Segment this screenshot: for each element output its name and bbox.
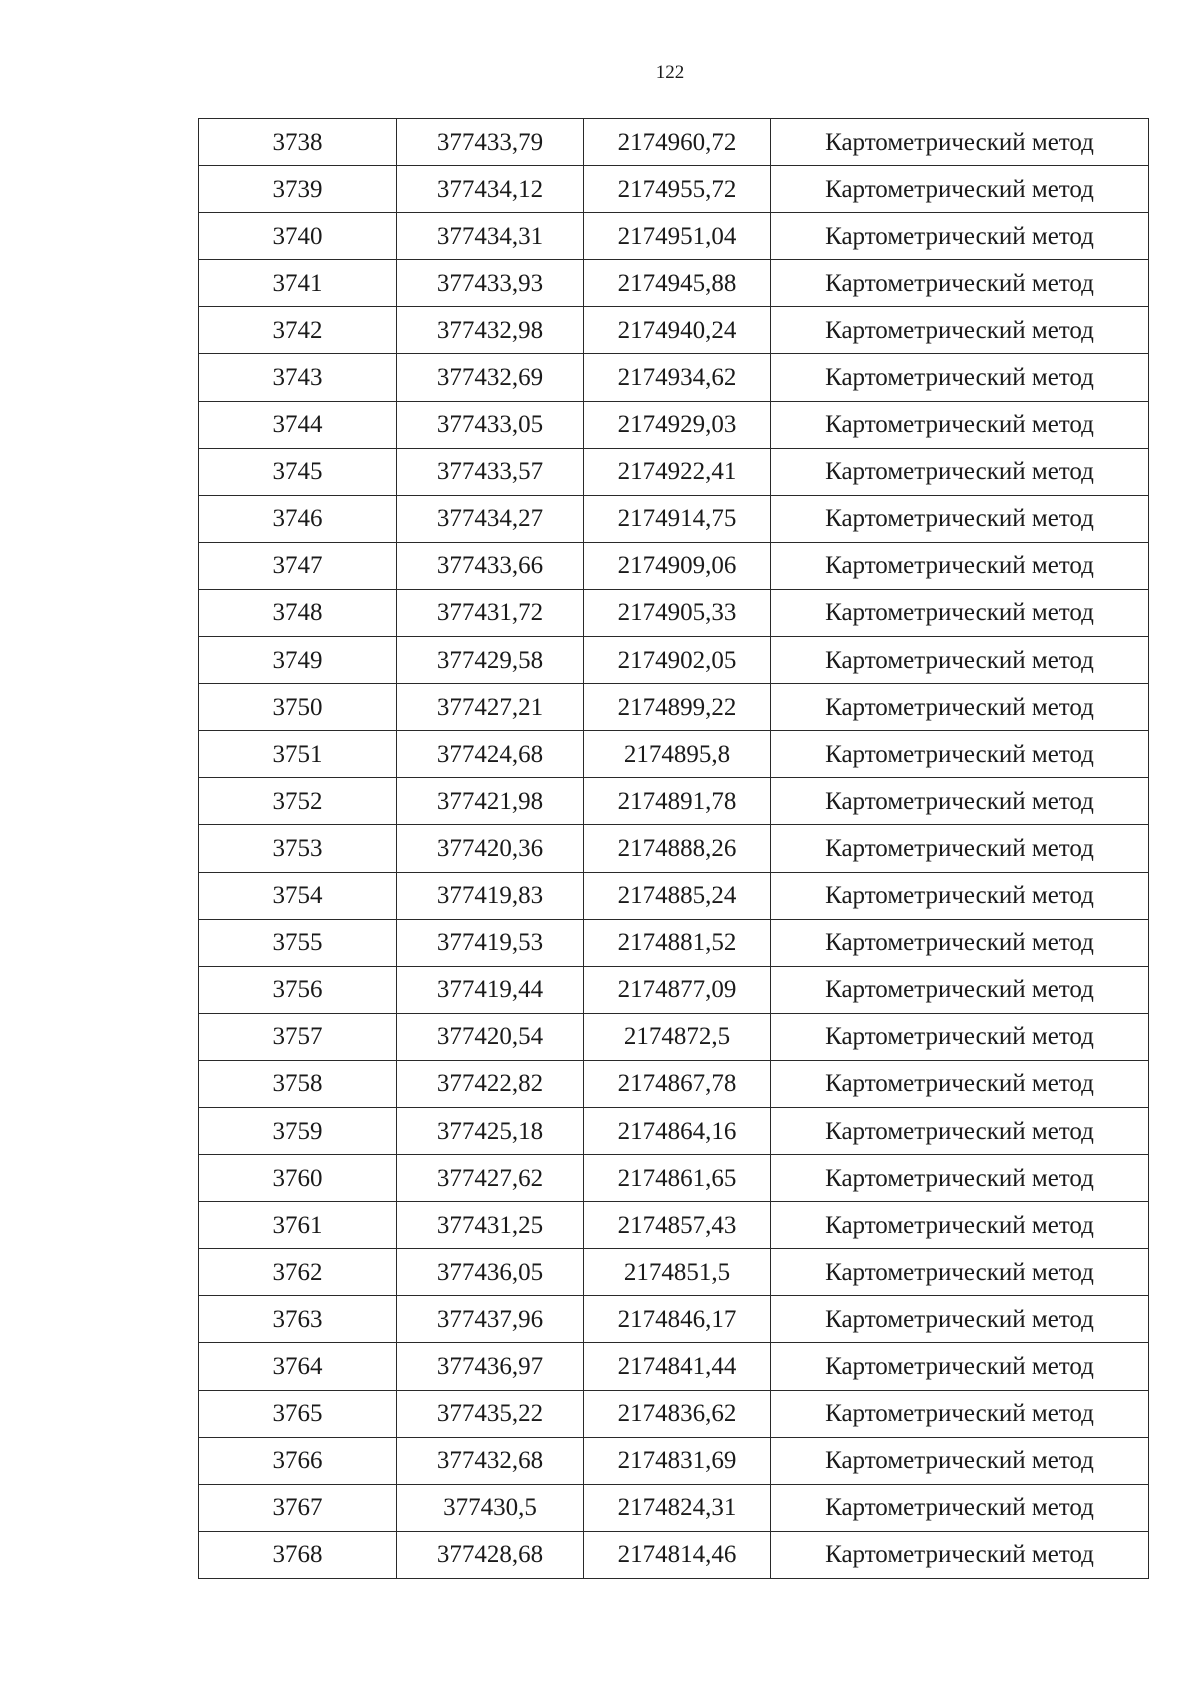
method-cell: Картометрический метод xyxy=(771,637,1149,684)
method-cell: Картометрический метод xyxy=(771,589,1149,636)
table-row xyxy=(199,448,1149,495)
method-cell: Картометрический метод xyxy=(771,213,1149,260)
table-row xyxy=(199,166,1149,213)
x-coordinate-cell: 377420,36 xyxy=(397,825,584,872)
y-coordinate-cell: 2174867,78 xyxy=(584,1060,771,1107)
point-number-cell: 3744 xyxy=(199,401,397,448)
x-coordinate-cell: 377436,97 xyxy=(397,1343,584,1390)
table-row xyxy=(199,872,1149,919)
table-row xyxy=(199,1390,1149,1437)
x-coordinate-cell: 377419,53 xyxy=(397,919,584,966)
y-coordinate-cell: 2174891,78 xyxy=(584,778,771,825)
x-coordinate-cell: 377425,18 xyxy=(397,1107,584,1154)
x-coordinate-cell: 377429,58 xyxy=(397,637,584,684)
x-coordinate-cell: 377427,21 xyxy=(397,684,584,731)
point-number-cell: 3743 xyxy=(199,354,397,401)
point-number-cell: 3742 xyxy=(199,307,397,354)
table-row xyxy=(199,731,1149,778)
y-coordinate-cell: 2174905,33 xyxy=(584,589,771,636)
y-coordinate-cell: 2174861,65 xyxy=(584,1155,771,1202)
y-coordinate-cell: 2174836,62 xyxy=(584,1390,771,1437)
method-cell: Картометрический метод xyxy=(771,1390,1149,1437)
method-cell: Картометрический метод xyxy=(771,1060,1149,1107)
x-coordinate-cell: 377421,98 xyxy=(397,778,584,825)
y-coordinate-cell: 2174929,03 xyxy=(584,401,771,448)
table-row xyxy=(199,1060,1149,1107)
table-row xyxy=(199,119,1149,166)
y-coordinate-cell: 2174881,52 xyxy=(584,919,771,966)
y-coordinate-cell: 2174814,46 xyxy=(584,1531,771,1578)
table-row xyxy=(199,684,1149,731)
method-cell: Картометрический метод xyxy=(771,401,1149,448)
page-number: 122 xyxy=(655,62,685,83)
method-cell: Картометрический метод xyxy=(771,1343,1149,1390)
method-cell: Картометрический метод xyxy=(771,825,1149,872)
y-coordinate-cell: 2174857,43 xyxy=(584,1202,771,1249)
table-row xyxy=(199,778,1149,825)
y-coordinate-cell: 2174824,31 xyxy=(584,1484,771,1531)
y-coordinate-cell: 2174846,17 xyxy=(584,1296,771,1343)
x-coordinate-cell: 377431,72 xyxy=(397,589,584,636)
x-coordinate-cell: 377419,44 xyxy=(397,966,584,1013)
method-cell: Картометрический метод xyxy=(771,1437,1149,1484)
table-row xyxy=(199,354,1149,401)
x-coordinate-cell: 377419,83 xyxy=(397,872,584,919)
y-coordinate-cell: 2174909,06 xyxy=(584,542,771,589)
point-number-cell: 3749 xyxy=(199,637,397,684)
method-cell: Картометрический метод xyxy=(771,1484,1149,1531)
table-row xyxy=(199,1437,1149,1484)
method-cell: Картометрический метод xyxy=(771,1202,1149,1249)
y-coordinate-cell: 2174955,72 xyxy=(584,166,771,213)
y-coordinate-cell: 2174872,5 xyxy=(584,1013,771,1060)
table-row xyxy=(199,1343,1149,1390)
y-coordinate-cell: 2174841,44 xyxy=(584,1343,771,1390)
table-row xyxy=(199,1202,1149,1249)
y-coordinate-cell: 2174895,8 xyxy=(584,731,771,778)
method-cell: Картометрический метод xyxy=(771,731,1149,778)
x-coordinate-cell: 377420,54 xyxy=(397,1013,584,1060)
method-cell: Картометрический метод xyxy=(771,1107,1149,1154)
y-coordinate-cell: 2174960,72 xyxy=(584,119,771,166)
y-coordinate-cell: 2174922,41 xyxy=(584,448,771,495)
table-row xyxy=(199,1107,1149,1154)
y-coordinate-cell: 2174899,22 xyxy=(584,684,771,731)
y-coordinate-cell: 2174914,75 xyxy=(584,495,771,542)
y-coordinate-cell: 2174831,69 xyxy=(584,1437,771,1484)
table-row xyxy=(199,1296,1149,1343)
point-number-cell: 3764 xyxy=(199,1343,397,1390)
coordinates-table-body xyxy=(199,119,1149,1579)
y-coordinate-cell: 2174888,26 xyxy=(584,825,771,872)
x-coordinate-cell: 377435,22 xyxy=(397,1390,584,1437)
point-number-cell: 3759 xyxy=(199,1107,397,1154)
table-row xyxy=(199,307,1149,354)
method-cell: Картометрический метод xyxy=(771,1249,1149,1296)
table-row xyxy=(199,401,1149,448)
point-number-cell: 3747 xyxy=(199,542,397,589)
x-coordinate-cell: 377433,66 xyxy=(397,542,584,589)
y-coordinate-cell: 2174951,04 xyxy=(584,213,771,260)
point-number-cell: 3741 xyxy=(199,260,397,307)
x-coordinate-cell: 377432,68 xyxy=(397,1437,584,1484)
table-row xyxy=(199,966,1149,1013)
y-coordinate-cell: 2174864,16 xyxy=(584,1107,771,1154)
method-cell: Картометрический метод xyxy=(771,448,1149,495)
x-coordinate-cell: 377433,79 xyxy=(397,119,584,166)
x-coordinate-cell: 377424,68 xyxy=(397,731,584,778)
x-coordinate-cell: 377434,12 xyxy=(397,166,584,213)
method-cell: Картометрический метод xyxy=(771,1531,1149,1578)
point-number-cell: 3738 xyxy=(199,119,397,166)
x-coordinate-cell: 377430,5 xyxy=(397,1484,584,1531)
y-coordinate-cell: 2174945,88 xyxy=(584,260,771,307)
point-number-cell: 3758 xyxy=(199,1060,397,1107)
method-cell: Картометрический метод xyxy=(771,1296,1149,1343)
table-row xyxy=(199,495,1149,542)
x-coordinate-cell: 377433,93 xyxy=(397,260,584,307)
x-coordinate-cell: 377437,96 xyxy=(397,1296,584,1343)
table-row xyxy=(199,260,1149,307)
x-coordinate-cell: 377432,69 xyxy=(397,354,584,401)
point-number-cell: 3755 xyxy=(199,919,397,966)
x-coordinate-cell: 377427,62 xyxy=(397,1155,584,1202)
point-number-cell: 3745 xyxy=(199,448,397,495)
point-number-cell: 3750 xyxy=(199,684,397,731)
table-row xyxy=(199,919,1149,966)
point-number-cell: 3762 xyxy=(199,1249,397,1296)
point-number-cell: 3746 xyxy=(199,495,397,542)
point-number-cell: 3767 xyxy=(199,1484,397,1531)
method-cell: Картометрический метод xyxy=(771,354,1149,401)
y-coordinate-cell: 2174940,24 xyxy=(584,307,771,354)
table-row xyxy=(199,589,1149,636)
point-number-cell: 3754 xyxy=(199,872,397,919)
method-cell: Картометрический метод xyxy=(771,119,1149,166)
x-coordinate-cell: 377434,31 xyxy=(397,213,584,260)
point-number-cell: 3756 xyxy=(199,966,397,1013)
x-coordinate-cell: 377433,57 xyxy=(397,448,584,495)
point-number-cell: 3753 xyxy=(199,825,397,872)
table-row xyxy=(199,1013,1149,1060)
table-row xyxy=(199,1531,1149,1578)
point-number-cell: 3757 xyxy=(199,1013,397,1060)
method-cell: Картометрический метод xyxy=(771,684,1149,731)
coordinates-table xyxy=(198,118,1149,1579)
point-number-cell: 3752 xyxy=(199,778,397,825)
method-cell: Картометрический метод xyxy=(771,166,1149,213)
point-number-cell: 3763 xyxy=(199,1296,397,1343)
method-cell: Картометрический метод xyxy=(771,495,1149,542)
point-number-cell: 3765 xyxy=(199,1390,397,1437)
point-number-cell: 3751 xyxy=(199,731,397,778)
y-coordinate-cell: 2174851,5 xyxy=(584,1249,771,1296)
point-number-cell: 3740 xyxy=(199,213,397,260)
y-coordinate-cell: 2174885,24 xyxy=(584,872,771,919)
y-coordinate-cell: 2174877,09 xyxy=(584,966,771,1013)
table-row xyxy=(199,1155,1149,1202)
method-cell: Картометрический метод xyxy=(771,919,1149,966)
method-cell: Картометрический метод xyxy=(771,307,1149,354)
x-coordinate-cell: 377422,82 xyxy=(397,1060,584,1107)
x-coordinate-cell: 377431,25 xyxy=(397,1202,584,1249)
method-cell: Картометрический метод xyxy=(771,260,1149,307)
table-row xyxy=(199,213,1149,260)
x-coordinate-cell: 377434,27 xyxy=(397,495,584,542)
method-cell: Картометрический метод xyxy=(771,542,1149,589)
point-number-cell: 3761 xyxy=(199,1202,397,1249)
point-number-cell: 3739 xyxy=(199,166,397,213)
point-number-cell: 3768 xyxy=(199,1531,397,1578)
table-row xyxy=(199,1249,1149,1296)
table-row xyxy=(199,542,1149,589)
x-coordinate-cell: 377432,98 xyxy=(397,307,584,354)
y-coordinate-cell: 2174902,05 xyxy=(584,637,771,684)
table-row xyxy=(199,637,1149,684)
point-number-cell: 3748 xyxy=(199,589,397,636)
x-coordinate-cell: 377436,05 xyxy=(397,1249,584,1296)
y-coordinate-cell: 2174934,62 xyxy=(584,354,771,401)
point-number-cell: 3760 xyxy=(199,1155,397,1202)
table-row xyxy=(199,1484,1149,1531)
method-cell: Картометрический метод xyxy=(771,966,1149,1013)
method-cell: Картометрический метод xyxy=(771,1155,1149,1202)
x-coordinate-cell: 377433,05 xyxy=(397,401,584,448)
method-cell: Картометрический метод xyxy=(771,1013,1149,1060)
method-cell: Картометрический метод xyxy=(771,778,1149,825)
table-row xyxy=(199,825,1149,872)
point-number-cell: 3766 xyxy=(199,1437,397,1484)
method-cell: Картометрический метод xyxy=(771,872,1149,919)
x-coordinate-cell: 377428,68 xyxy=(397,1531,584,1578)
